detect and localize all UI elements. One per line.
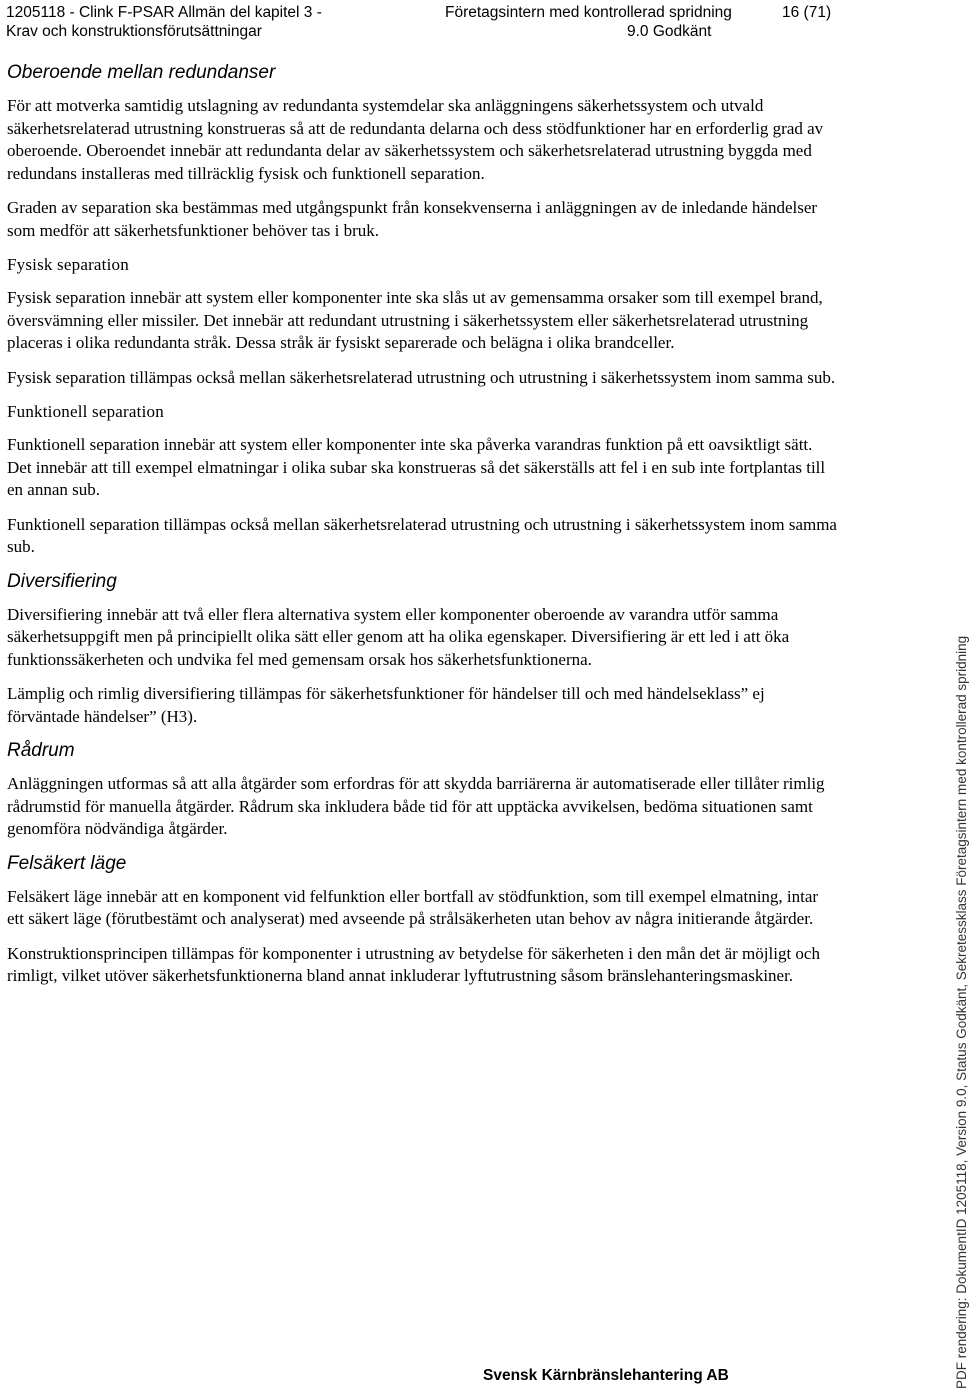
document-title: 1205118 - Clink F-PSAR Allmän del kapitel 3 - bbox=[6, 4, 322, 21]
section-heading-physical-separation: Fysisk separation bbox=[7, 255, 129, 274]
footer-company-name: Svensk Kärnbränslehantering AB bbox=[483, 1367, 729, 1384]
page-header bbox=[0, 0, 960, 44]
paragraph: Lämplig och rimlig diversifiering tillämpas för säkerhetsfunktioner för händelser till och med händelseklass” ej förväntade händelser” (H3). bbox=[7, 684, 765, 726]
paragraph: Graden av separation ska bestämmas med utgångspunkt från konsekvenserna i anläggningen av de inledande händelser som medför att säkerhetsfunktioner behöver tas i bruk. bbox=[7, 198, 818, 240]
section-heading-grace-time: Rådrum bbox=[7, 740, 75, 761]
paragraph: Anläggningen utformas så att alla åtgärder som erfordras för att skydda barriärerna är automatiserade eller tillåter rimlig rådrumstid för manuella åtgärder. Rådrum ska inkludera både tid för att upptäcka avvikelsen, bedöma situationen samt genomföra nödvändiga åtgärder. bbox=[7, 774, 825, 838]
paragraph: För att motverka samtidig utslagning av redundanta systemdelar ska anläggningens säkerhetssystem och utvald säkerhetsrelaterad utrustning konstrueras så att de redundanta delarna och dess stödfunktioner har en erforderlig grad av oberoende. Oberoendet innebär att redundanta delar av säkerhetssystem och säkerhetsrelaterad utrustning byggda med redundans installeras med tillräcklig fysisk och funktionell separation. bbox=[7, 96, 824, 183]
confidentiality-label: Företagsintern med kontrollerad spridning bbox=[445, 4, 732, 21]
paragraph: Konstruktionsprincipen tillämpas för komponenter i utrustning av betydelse för säkerheten i den mån det är möjligt och rimligt, vilket utöver säkerhetsfunktionerna bland annat inkluderar lyftutrustning såsom bränslehanteringsmaskiner. bbox=[7, 943, 820, 985]
paragraph: Felsäkert läge innebär att en komponent vid felfunktion eller bortfall av stödfunktion, som till exempel elmatning, intar ett säkert läge (förutbestämt och analyserat) med avseende på strålsäkerheten utan behov av några initierande åtgärder. bbox=[7, 886, 819, 928]
paragraph: Fysisk separation tillämpas också mellan säkerhetsrelaterad utrustning och utrustning i säkerhetssystem inom samma sub. bbox=[7, 367, 836, 387]
section-heading-fail-safe: Felsäkert läge bbox=[7, 852, 127, 874]
section-heading-independence: Oberoende mellan redundanser bbox=[7, 62, 276, 83]
paragraph: Fysisk separation innebär att system eller komponenter inte ska slås ut av gemensamma orsaker som till exempel brand, översvämning eller missiler. Det innebär att redundant utrustning i säkerhetssystem eller säkerhetsrelaterad utrustning placeras i olika redundanta stråk. Dessa stråk är fysiskt separerade och belägna i olika brandceller. bbox=[7, 288, 823, 352]
section-heading-functional-separation: Funktionell separation bbox=[7, 402, 164, 421]
section-heading-diversification: Diversifiering bbox=[7, 570, 117, 592]
page-number: 16 (71) bbox=[782, 4, 832, 21]
pdf-rendering-sidebar-text: PDF rendering: DokumentID 1205118, Version 9.0, Status Godkänt, Sekretessklass Företagsintern med kontrollerad spridning bbox=[954, 635, 969, 1389]
version-status: 9.0 Godkänt bbox=[627, 23, 712, 40]
chapter-title: Krav och konstruktionsförutsättningar bbox=[6, 23, 262, 40]
document-body bbox=[7, 60, 837, 1000]
paragraph: Funktionell separation tillämpas också mellan säkerhetsrelaterad utrustning och utrustning i säkerhetssystem inom samma sub. bbox=[7, 514, 837, 556]
paragraph: Funktionell separation innebär att system eller komponenter inte ska påverka varandras funktion på ett oavsiktligt sätt. Det innebär att till exempel elmatningar i olika subar ska konstrueras så det säkerställs att fel i en sub inte fortplantas till en annan sub. bbox=[7, 435, 826, 499]
paragraph: Diversifiering innebär att två eller flera alternativa system eller komponenter oberoende av varandra utför samma säkerhetsuppgift men på principiellt olika sätt eller genom att ha olika egenskaper. Diversifiering är ett led i att öka funktionssäkerheten och undvika fel med gemensam orsak hos säkerhetsfunktionerna. bbox=[7, 604, 790, 669]
